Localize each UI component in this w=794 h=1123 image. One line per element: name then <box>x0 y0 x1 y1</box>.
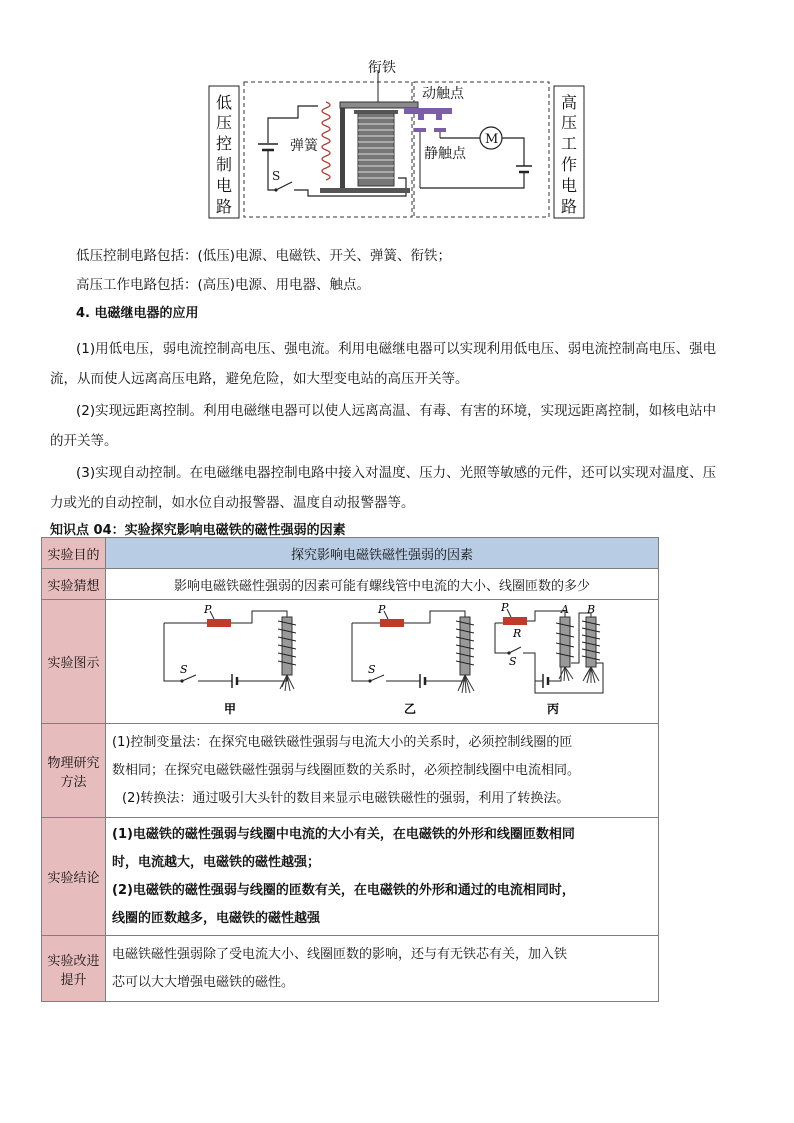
paragraph-1-line-1: (1)用低电压，弱电流控制高电压、强电流。利用电磁继电器可以实现利用低电压、弱电流控制高电压、强电 <box>76 341 717 357</box>
label-p: P <box>378 602 386 616</box>
method-line-3: (2)转换法：通过吸引大头针的数目来显示电磁铁磁性的强弱，利用了转换法。 <box>122 790 570 806</box>
section-4-title: 4. 电磁继电器的应用 <box>76 306 199 321</box>
left-label-char: 制 <box>216 155 233 174</box>
paragraph-3-line-2: 力或光的自动控制，如水位自动报警器、温度自动报警器等。 <box>50 495 415 511</box>
label-r: R <box>513 626 522 640</box>
table-row <box>42 538 659 569</box>
armature-label: 衔铁 <box>368 60 396 76</box>
right-label-char: 工 <box>561 134 578 153</box>
left-label-char: 低 <box>216 93 233 112</box>
conclusion-line-4: 线圈的匝数越多，电磁铁的磁性越强 <box>112 910 321 926</box>
paragraph-1-line-2: 流，从而使人远离高压电路，避免危险，如大型变电站的高压开关等。 <box>50 371 469 387</box>
table-row <box>42 724 659 818</box>
left-label-char: 控 <box>216 134 233 153</box>
purpose-label: 实验目的 <box>42 538 106 569</box>
method-value <box>106 724 659 818</box>
caption-jia: 甲 <box>224 701 237 716</box>
moving-contact-label: 动触点 <box>422 86 464 102</box>
paragraph-3-line-1: (3)实现自动控制。在电磁继电器控制电路中接入对温度、压力、光照等敏感的元件，还可以实现对温度、压 <box>76 465 717 481</box>
method-label: 物理研究方法 <box>42 724 106 818</box>
label-p: P <box>501 602 509 614</box>
purpose-value: 探究影响电磁铁磁性强弱的因素 <box>106 538 659 569</box>
label-b: B <box>587 602 596 616</box>
right-label-char: 路 <box>561 197 578 216</box>
hypothesis-value: 影响电磁铁磁性强弱的因素可能有螺线管中电流的大小、线圈匝数的多少 <box>106 569 659 600</box>
table-row <box>42 818 659 936</box>
circuit-bing <box>495 603 603 716</box>
right-label-char: 电 <box>561 176 578 195</box>
static-contact-label: 静触点 <box>424 146 466 162</box>
figure-label: 实验图示 <box>42 600 106 724</box>
experiment-table <box>41 537 659 1002</box>
paragraph-2-line-1: (2)实现远距离控制。利用电磁继电器可以使人远离高温、有毒、有害的环境，实现远距离控制，如核电站中 <box>76 403 717 419</box>
relay-diagram <box>208 58 586 220</box>
experiment-circuits <box>152 603 652 721</box>
improve-line-2: 芯可以大大增强电磁铁的磁性。 <box>112 974 295 990</box>
improve-value <box>106 936 659 1002</box>
table-row <box>42 569 659 600</box>
conclusion-line-3: (2)电磁铁的磁性强弱与线圈的匝数有关，在电磁铁的外形和通过的电流相同时， <box>112 882 575 898</box>
figure-cell <box>106 600 659 724</box>
conclusion-value <box>106 818 659 936</box>
low-voltage-box-label <box>216 93 232 216</box>
label-s: S <box>180 662 188 676</box>
improve-line-1: 电磁铁磁性强弱除了受电流大小、线圈匝数的影响，还与有无铁芯有关，加入铁 <box>112 946 568 962</box>
paragraph-2-line-2: 的开关等。 <box>50 433 118 449</box>
label-s: S <box>368 662 376 676</box>
circuit-jia <box>164 603 296 716</box>
switch-label: S <box>272 169 281 183</box>
low-voltage-description: 低压控制电路包括：(低压)电源、电磁铁、开关、弹簧、衔铁； <box>76 248 452 264</box>
method-line-2: 数相同；在探究电磁铁磁性强弱与线圈匝数的关系时，必须控制线圈中电流相同。 <box>112 762 581 778</box>
label-p: P <box>204 602 212 616</box>
spring <box>322 102 330 180</box>
spring-label: 弹簧 <box>290 138 318 154</box>
left-label-char: 压 <box>216 113 233 132</box>
conclusion-line-2: 时，电流越大，电磁铁的磁性越强； <box>112 854 321 870</box>
motor-label: M <box>485 132 499 147</box>
right-label-char: 高 <box>561 93 578 112</box>
caption-yi: 乙 <box>404 701 417 716</box>
method-line-1: (1)控制变量法：在探究电磁铁磁性强弱与电流大小的关系时，必须控制线圈的匝 <box>112 734 573 750</box>
conclusion-label: 实验结论 <box>42 818 106 936</box>
table-row <box>42 600 659 724</box>
hypothesis-label: 实验猜想 <box>42 569 106 600</box>
label-a: A <box>561 602 569 616</box>
left-label-char: 路 <box>216 197 233 216</box>
high-voltage-description: 高压工作电路包括：(高压)电源、用电器、触点。 <box>76 277 371 293</box>
circuit-yi <box>352 603 474 716</box>
left-label-char: 电 <box>216 176 233 195</box>
table-row <box>42 936 659 1002</box>
label-s: S <box>509 654 517 668</box>
high-voltage-box-label <box>561 93 577 216</box>
knowledge-point-title: 知识点 04：实验探究影响电磁铁的磁性强弱的因素 <box>50 523 346 538</box>
conclusion-line-1: (1)电磁铁的磁性强弱与线圈中电流的大小有关，在电磁铁的外形和线圈匝数相同 <box>112 826 575 842</box>
caption-bing: 丙 <box>547 701 560 716</box>
improve-label: 实验改进提升 <box>42 936 106 1002</box>
right-label-char: 压 <box>561 113 578 132</box>
right-label-char: 作 <box>561 155 578 174</box>
